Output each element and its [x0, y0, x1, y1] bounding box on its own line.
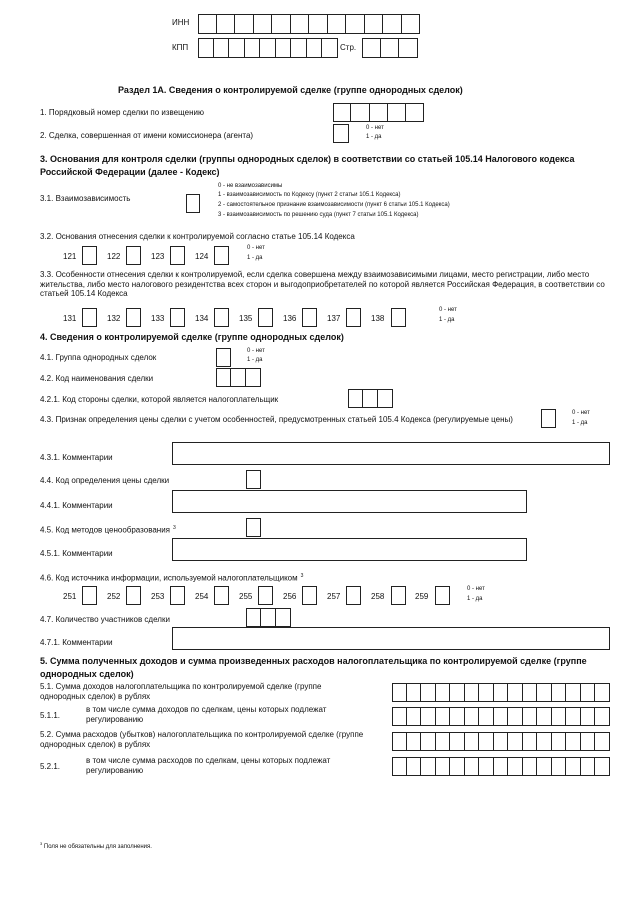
section-3-title: 3. Основания для контроля сделки (группы однородных сделок) в соответствии со статьей 105.14 Налогового кодекса Российской Федерации (далее - Кодекс)	[40, 154, 575, 177]
expense-amount-input-cell[interactable]	[537, 732, 552, 751]
code-257-label: 257	[327, 592, 341, 601]
code-131-label: 131	[63, 314, 77, 323]
field-3-3-label: 3.3. Особенности отнесения сделки к контролируемой, если сделка совершена между взаимозависимыми лицами, место регистрации, либо место жительства, либо место налогового резидентства всех сторон и выгодоприобретателей по которой является Российская Федерация, в соответствии со статьей 105.14 Кодекса	[40, 270, 605, 299]
regulated-expense-amount-input-cell[interactable]	[479, 757, 494, 776]
participants-count-input[interactable]	[246, 608, 291, 627]
code-255-checkbox[interactable]	[258, 586, 273, 605]
code-132-label: 132	[107, 314, 121, 323]
field-3-3-option-1: 1 - да	[439, 317, 455, 323]
regulated-expense-amount-input-cell[interactable]	[421, 757, 436, 776]
expense-amount-input-cell[interactable]	[407, 732, 422, 751]
homogeneous-group-checkbox[interactable]	[216, 348, 231, 367]
regulated-income-amount-input-cell[interactable]	[436, 707, 451, 726]
inn-input-cell[interactable]	[365, 14, 384, 34]
kpp-input-cell[interactable]	[322, 38, 338, 58]
code-123-label: 123	[151, 252, 165, 261]
inn-input[interactable]	[198, 14, 420, 34]
field-4-3-option-1: 1 - да	[572, 420, 588, 426]
code-133-label: 133	[151, 314, 165, 323]
kpp-input-cell[interactable]	[198, 38, 214, 58]
deal-name-code-input-cell[interactable]	[216, 368, 231, 387]
comments-4-3-1-input[interactable]	[172, 442, 610, 465]
kpp-input[interactable]	[198, 38, 338, 58]
expense-amount-input[interactable]	[392, 732, 610, 751]
regulated-expense-amount-input-cell[interactable]	[537, 757, 552, 776]
agent-deal-checkbox[interactable]	[333, 124, 349, 143]
inn-input-cell[interactable]	[402, 14, 421, 34]
code-124-label: 124	[195, 252, 209, 261]
regulated-expense-amount-input-cell[interactable]	[465, 757, 480, 776]
field-3-2-option-1: 1 - да	[247, 255, 263, 261]
comments-4-5-1-input[interactable]	[172, 538, 527, 561]
expense-amount-input-cell[interactable]	[465, 732, 480, 751]
party-code-input-cell[interactable]	[348, 389, 363, 408]
field-3-2-option-0: 0 - нет	[247, 245, 265, 251]
field-4-6-option-0: 0 - нет	[467, 586, 485, 592]
income-amount-input-cell[interactable]	[566, 683, 581, 702]
income-amount-input-cell[interactable]	[421, 683, 436, 702]
income-amount-input-cell[interactable]	[552, 683, 567, 702]
expense-amount-input-cell[interactable]	[552, 732, 567, 751]
field-3-1-option-2: 2 - самостоятельное признание взаимозависимости (пункт 6 статьи 105.1 Кодекса)	[218, 202, 450, 208]
field-5-1-label: 5.1. Сумма доходов налогоплательщика по контролируемой сделке (группе однородных сделок) в рублях	[40, 682, 322, 701]
expense-amount-input-cell[interactable]	[392, 732, 407, 751]
regulated-income-amount-input-cell[interactable]	[479, 707, 494, 726]
income-amount-input-cell[interactable]	[537, 683, 552, 702]
regulated-income-amount-input-cell[interactable]	[421, 707, 436, 726]
participants-count-input-cell[interactable]	[276, 608, 291, 627]
regulated-income-amount-input-cell[interactable]	[508, 707, 523, 726]
income-amount-input-cell[interactable]	[450, 683, 465, 702]
page-number-input-cell[interactable]	[399, 38, 418, 58]
code-255-label: 255	[239, 592, 253, 601]
field-5-1-1-number: 5.1.1.	[40, 711, 61, 720]
code-121-checkbox[interactable]	[82, 246, 97, 265]
code-254-label: 254	[195, 592, 209, 601]
code-259-label: 259	[415, 592, 429, 601]
inn-input-cell[interactable]	[198, 14, 217, 34]
field-4-7-1-label: 4.7.1. Комментарии	[40, 638, 113, 647]
code-252-label: 252	[107, 592, 121, 601]
code-137-checkbox[interactable]	[346, 308, 361, 327]
regulated-expense-amount-input-cell[interactable]	[407, 757, 422, 776]
field-5-2-1-number: 5.2.1.	[40, 762, 61, 771]
expense-amount-input-cell[interactable]	[421, 732, 436, 751]
field-4-4-1-label: 4.4.1. Комментарии	[40, 501, 113, 510]
code-136-label: 136	[283, 314, 297, 323]
section-5-title: 5. Сумма полученных доходов и сумма произведенных расходов налогоплательщика по контролируемой сделке (группе однородных сделок)	[40, 656, 587, 679]
field-4-5-label: 4.5. Код методов ценообразования $^3$	[40, 525, 176, 535]
field-2-option-1: 1 - да	[366, 134, 382, 140]
field-3-1-option-1: 1 - взаимозависимость по Кодексу (пункт 2 статьи 105.1 Кодекса)	[218, 192, 401, 198]
page-number-input-cell[interactable]	[381, 38, 400, 58]
page-number-input-cell[interactable]	[362, 38, 381, 58]
regulated-expense-amount-input-cell[interactable]	[436, 757, 451, 776]
code-251-checkbox[interactable]	[82, 586, 97, 605]
regulated-expense-amount-input-cell[interactable]	[523, 757, 538, 776]
regulated-expense-amount-input-cell[interactable]	[552, 757, 567, 776]
income-amount-input-cell[interactable]	[494, 683, 509, 702]
regulated-expense-amount-input-cell[interactable]	[494, 757, 509, 776]
field-4-7-label: 4.7. Количество участников сделки	[40, 615, 170, 624]
regulated-income-amount-input-cell[interactable]	[595, 707, 610, 726]
code-122-checkbox[interactable]	[126, 246, 141, 265]
regulated-expense-amount-input-cell[interactable]	[581, 757, 596, 776]
deal-number-input-cell[interactable]	[333, 103, 351, 122]
inn-input-cell[interactable]	[235, 14, 254, 34]
inn-input-cell[interactable]	[383, 14, 402, 34]
income-amount-input[interactable]	[392, 683, 610, 702]
regulated-prices-checkbox[interactable]	[541, 409, 556, 428]
expense-amount-input-cell[interactable]	[436, 732, 451, 751]
field-3-1-option-0: 0 - не взаимозависимы	[218, 183, 283, 189]
field-4-3-label: 4.3. Признак определения цены сделки с учетом особенностей, предусмотренных статьей 105.4 Кодекса (регулируемые цены)	[40, 415, 513, 424]
expense-amount-input-cell[interactable]	[581, 732, 596, 751]
code-136-checkbox[interactable]	[302, 308, 317, 327]
income-amount-input-cell[interactable]	[508, 683, 523, 702]
party-code-input-cell[interactable]	[378, 389, 393, 408]
deal-name-code-input-cell[interactable]	[231, 368, 246, 387]
inn-label: ИНН	[172, 18, 190, 27]
regulated-expense-amount-input-cell[interactable]	[392, 757, 407, 776]
code-131-checkbox[interactable]	[82, 308, 97, 327]
inn-input-cell[interactable]	[346, 14, 365, 34]
regulated-income-amount-input-cell[interactable]	[450, 707, 465, 726]
field-4-3-option-0: 0 - нет	[572, 410, 590, 416]
page-label: Стр.	[340, 43, 357, 52]
expense-amount-input-cell[interactable]	[479, 732, 494, 751]
kpp-input-cell[interactable]	[260, 38, 276, 58]
income-amount-input-cell[interactable]	[581, 683, 596, 702]
code-135-checkbox[interactable]	[258, 308, 273, 327]
footnote: $^3$ Поля не обязательны для заполнения.	[40, 841, 152, 850]
code-259-checkbox[interactable]	[435, 586, 450, 605]
deal-name-code-input-cell[interactable]	[246, 368, 261, 387]
field-3-1-label: 3.1. Взаимозависимость	[40, 194, 131, 203]
regulated-income-amount-input-cell[interactable]	[581, 707, 596, 726]
inn-input-cell[interactable]	[309, 14, 328, 34]
code-121-label: 121	[63, 252, 77, 261]
income-amount-input-cell[interactable]	[407, 683, 422, 702]
income-amount-input-cell[interactable]	[465, 683, 480, 702]
price-determination-code-input[interactable]	[246, 470, 261, 489]
code-256-label: 256	[283, 592, 297, 601]
kpp-label: КПП	[172, 43, 189, 52]
code-137-label: 137	[327, 314, 341, 323]
income-amount-input-cell[interactable]	[392, 683, 407, 702]
kpp-input-cell[interactable]	[307, 38, 323, 58]
comments-4-7-1-input[interactable]	[172, 627, 610, 650]
kpp-input-cell[interactable]	[245, 38, 261, 58]
income-amount-input-cell[interactable]	[436, 683, 451, 702]
code-258-checkbox[interactable]	[391, 586, 406, 605]
inn-input-cell[interactable]	[217, 14, 236, 34]
field-4-6-option-1: 1 - да	[467, 596, 483, 602]
code-254-checkbox[interactable]	[214, 586, 229, 605]
code-256-checkbox[interactable]	[302, 586, 317, 605]
expense-amount-input-cell[interactable]	[595, 732, 610, 751]
deal-number-input-cell[interactable]	[406, 103, 424, 122]
participants-count-input-cell[interactable]	[246, 608, 261, 627]
field-4-4-label: 4.4. Код определения цены сделки	[40, 476, 170, 485]
income-amount-input-cell[interactable]	[479, 683, 494, 702]
deal-number-input-cell[interactable]	[351, 103, 369, 122]
field-4-5-1-label: 4.5.1. Комментарии	[40, 549, 113, 558]
pricing-method-code-input[interactable]	[246, 518, 261, 537]
expense-amount-input-cell[interactable]	[523, 732, 538, 751]
code-252-checkbox[interactable]	[126, 586, 141, 605]
party-code-input-cell[interactable]	[363, 389, 378, 408]
field-5-1-1-label: в том числе сумма доходов по сделкам, цены которых подлежат регулированию	[86, 705, 327, 724]
field-3-2-label: 3.2. Основания отнесения сделки к контролируемой согласно статье 105.14 Кодекса	[40, 232, 355, 241]
kpp-input-cell[interactable]	[214, 38, 230, 58]
inn-input-cell[interactable]	[254, 14, 273, 34]
interdependence-code-input[interactable]	[186, 194, 200, 213]
inn-input-cell[interactable]	[328, 14, 347, 34]
code-133-checkbox[interactable]	[170, 308, 185, 327]
code-253-label: 253	[151, 592, 165, 601]
field-4-2-label: 4.2. Код наименования сделки	[40, 374, 154, 383]
kpp-input-cell[interactable]	[276, 38, 292, 58]
section-4-title: 4. Сведения о контролируемой сделке (группе однородных сделок)	[40, 332, 344, 342]
regulated-expense-amount-input-cell[interactable]	[508, 757, 523, 776]
code-258-label: 258	[371, 592, 385, 601]
regulated-expense-amount-input[interactable]	[392, 757, 610, 776]
participants-count-input-cell[interactable]	[261, 608, 276, 627]
section-title: Раздел 1А. Сведения о контролируемой сделке (группе однородных сделок)	[118, 85, 463, 95]
field-3-1-option-3: 3 - взаимозависимость по решению суда (пункт 7 статьи 105.1 Кодекса)	[218, 212, 419, 218]
code-138-label: 138	[371, 314, 385, 323]
field-2-label: 2. Сделка, совершенная от имени комиссионера (агента)	[40, 131, 254, 140]
income-amount-input-cell[interactable]	[595, 683, 610, 702]
comments-4-4-1-input[interactable]	[172, 490, 527, 513]
code-122-label: 122	[107, 252, 121, 261]
regulated-income-amount-input-cell[interactable]	[407, 707, 422, 726]
inn-input-cell[interactable]	[291, 14, 310, 34]
code-251-label: 251	[63, 592, 77, 601]
expense-amount-input-cell[interactable]	[494, 732, 509, 751]
expense-amount-input-cell[interactable]	[450, 732, 465, 751]
field-5-2-label: 5.2. Сумма расходов (убытков) налогоплательщика по контролируемой сделке (группе однородных сделок) в рублях	[40, 730, 364, 749]
regulated-income-amount-input-cell[interactable]	[523, 707, 538, 726]
deal-number-input-cell[interactable]	[388, 103, 406, 122]
field-4-1-option-0: 0 - нет	[247, 348, 265, 354]
code-134-label: 134	[195, 314, 209, 323]
field-3-3-option-0: 0 - нет	[439, 307, 457, 313]
code-134-checkbox[interactable]	[214, 308, 229, 327]
inn-input-cell[interactable]	[272, 14, 291, 34]
code-257-checkbox[interactable]	[346, 586, 361, 605]
page-number-input[interactable]	[362, 38, 418, 58]
deal-number-input[interactable]	[333, 103, 424, 122]
regulated-income-amount-input-cell[interactable]	[465, 707, 480, 726]
party-code-input[interactable]	[348, 389, 393, 408]
code-253-checkbox[interactable]	[170, 586, 185, 605]
field-5-2-1-label: в том числе сумма расходов по сделкам, цены которых подлежат регулированию	[86, 756, 331, 775]
field-1-label: 1. Порядковый номер сделки по извещению	[40, 108, 204, 117]
regulated-income-amount-input-cell[interactable]	[494, 707, 509, 726]
deal-name-code-input[interactable]	[216, 368, 261, 387]
expense-amount-input-cell[interactable]	[566, 732, 581, 751]
deal-number-input-cell[interactable]	[370, 103, 388, 122]
regulated-income-amount-input[interactable]	[392, 707, 610, 726]
regulated-expense-amount-input-cell[interactable]	[595, 757, 610, 776]
code-138-checkbox[interactable]	[391, 308, 406, 327]
regulated-income-amount-input-cell[interactable]	[392, 707, 407, 726]
field-4-3-1-label: 4.3.1. Комментарии	[40, 453, 113, 462]
regulated-income-amount-input-cell[interactable]	[537, 707, 552, 726]
kpp-input-cell[interactable]	[291, 38, 307, 58]
code-135-label: 135	[239, 314, 253, 323]
field-2-option-0: 0 - нет	[366, 125, 384, 131]
code-124-checkbox[interactable]	[214, 246, 229, 265]
code-132-checkbox[interactable]	[126, 308, 141, 327]
regulated-income-amount-input-cell[interactable]	[566, 707, 581, 726]
field-4-1-label: 4.1. Группа однородных сделок	[40, 353, 157, 362]
income-amount-input-cell[interactable]	[523, 683, 538, 702]
code-123-checkbox[interactable]	[170, 246, 185, 265]
regulated-expense-amount-input-cell[interactable]	[566, 757, 581, 776]
field-4-1-option-1: 1 - да	[247, 357, 263, 363]
field-4-2-1-label: 4.2.1. Код стороны сделки, которой является налогоплательщик	[40, 395, 279, 404]
regulated-expense-amount-input-cell[interactable]	[450, 757, 465, 776]
kpp-input-cell[interactable]	[229, 38, 245, 58]
field-4-6-label: 4.6. Код источника информации, используемой налогоплательщиком $^3$	[40, 573, 304, 583]
expense-amount-input-cell[interactable]	[508, 732, 523, 751]
regulated-income-amount-input-cell[interactable]	[552, 707, 567, 726]
